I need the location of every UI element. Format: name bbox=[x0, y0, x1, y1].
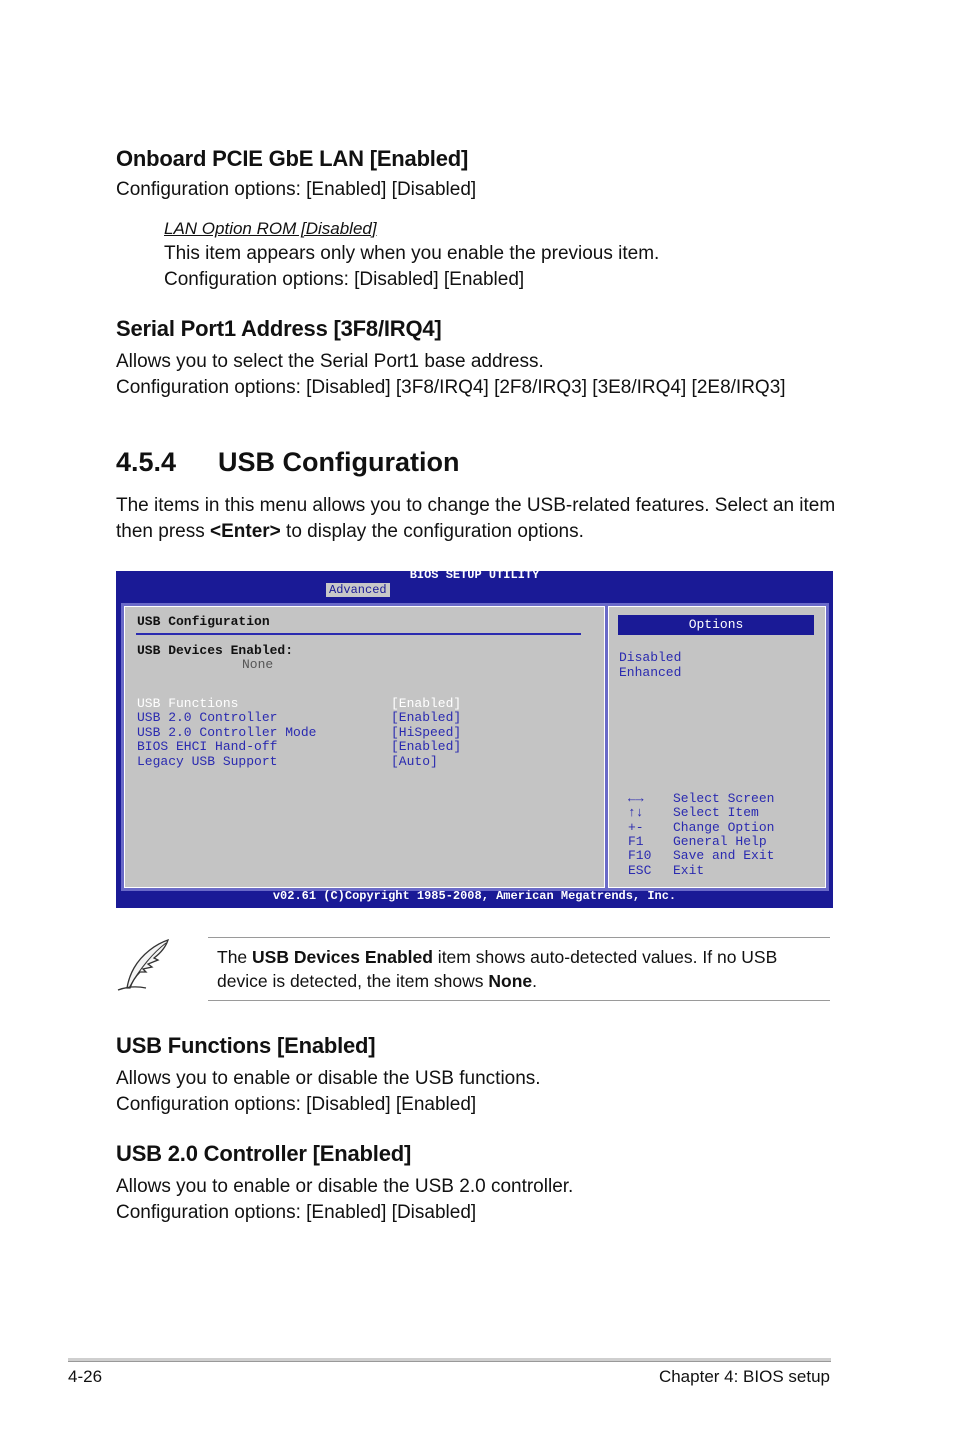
bios-value-legacy-usb[interactable]: [Auto] bbox=[391, 754, 438, 769]
note-text-2: item shows auto-detected values. If no USB device is detected, the item shows bbox=[217, 947, 778, 991]
heading-serial-port: Serial Port1 Address [3F8/IRQ4] bbox=[116, 316, 442, 341]
usb-devices-label: USB Devices Enabled: bbox=[137, 643, 294, 658]
key-desc-general-help: General Help bbox=[673, 834, 767, 849]
up-down-arrow-icon: ↑↓ bbox=[628, 805, 644, 820]
lan-option-rom-desc: This item appears only when you enable the previous item. bbox=[164, 243, 660, 264]
key-esc: ESC bbox=[628, 863, 652, 878]
bios-title: BIOS SETUP UTILITY bbox=[409, 568, 540, 582]
heading-usb-functions: USB Functions [Enabled] bbox=[116, 1033, 376, 1058]
note-text-3: . bbox=[532, 971, 538, 991]
usb20-controller-desc: Allows you to enable or disable the USB 2.0 controller. bbox=[116, 1176, 574, 1197]
page-number: 4-26 bbox=[68, 1367, 103, 1386]
enter-key: <Enter> bbox=[210, 521, 281, 542]
panel-title: USB Configuration bbox=[137, 614, 270, 629]
key-plus-minus: +- bbox=[628, 820, 644, 835]
bios-item-ehci-handoff[interactable]: BIOS EHCI Hand-off bbox=[137, 739, 278, 754]
quill-pen-icon bbox=[116, 938, 172, 999]
bios-item-usb20-controller[interactable]: USB 2.0 Controller bbox=[137, 710, 278, 725]
note-top-rule bbox=[208, 937, 830, 938]
options-header: Options bbox=[618, 615, 814, 635]
bios-item-usb20-mode[interactable]: USB 2.0 Controller Mode bbox=[137, 725, 317, 740]
bios-value-ehci-handoff[interactable]: [Enabled] bbox=[391, 739, 462, 754]
bios-main-panel bbox=[121, 603, 608, 891]
serial-port-desc: Allows you to select the Serial Port1 base address. bbox=[116, 351, 544, 372]
usb-config-intro bbox=[116, 493, 836, 545]
usb-functions-options: Configuration options: [Disabled] [Enabled] bbox=[116, 1094, 477, 1115]
panel-divider bbox=[136, 633, 581, 635]
chapter-label: Chapter 4: BIOS setup bbox=[658, 1367, 830, 1386]
key-f10: F10 bbox=[628, 848, 652, 863]
key-desc-select-screen: Select Screen bbox=[673, 791, 775, 806]
heading-lan-option-rom: LAN Option ROM [Disabled] bbox=[164, 219, 377, 238]
section-number: 4.5.4 bbox=[116, 447, 177, 477]
note-bold-none: None bbox=[488, 971, 533, 991]
bios-value-usb20-controller[interactable]: [Enabled] bbox=[391, 710, 462, 725]
key-desc-select-item: Select Item bbox=[673, 805, 759, 820]
bios-help-panel bbox=[605, 603, 829, 891]
left-right-arrow-icon: ←→ bbox=[628, 791, 644, 806]
bios-screen bbox=[116, 568, 833, 908]
intro-text-end: to display the configuration options. bbox=[280, 521, 584, 542]
onboard-lan-options: Configuration options: [Enabled] [Disabled] bbox=[116, 179, 477, 200]
key-desc-save-exit: Save and Exit bbox=[673, 848, 775, 863]
option-disabled[interactable]: Disabled bbox=[619, 650, 682, 665]
note-bottom-rule bbox=[208, 1000, 830, 1001]
footer-rule bbox=[68, 1358, 831, 1362]
bios-value-usb20-mode[interactable]: [HiSpeed] bbox=[391, 725, 462, 740]
bios-footer: v02.61 (C)Copyright 1985-2008, American Megatrends, Inc. bbox=[272, 889, 677, 903]
key-desc-change-option: Change Option bbox=[673, 820, 775, 835]
key-desc-exit: Exit bbox=[673, 863, 705, 878]
lan-option-rom-options: Configuration options: [Disabled] [Enabled] bbox=[164, 269, 525, 290]
bios-value-usb-functions[interactable]: [Enabled] bbox=[391, 696, 462, 711]
intro-text: The items in this menu allows you to change the USB-related features. Select an item then press bbox=[116, 495, 836, 542]
section-title: USB Configuration bbox=[218, 447, 460, 477]
section-heading-usb-configuration bbox=[116, 447, 459, 478]
usb-devices-value: None bbox=[242, 657, 274, 672]
tab-advanced[interactable]: Advanced bbox=[326, 583, 390, 597]
option-enhanced[interactable]: Enhanced bbox=[619, 665, 682, 680]
note-bold-usb-devices: USB Devices Enabled bbox=[252, 947, 433, 967]
usb20-controller-options: Configuration options: [Enabled] [Disabled] bbox=[116, 1202, 477, 1223]
key-f1: F1 bbox=[628, 834, 644, 849]
bios-item-usb-functions[interactable]: USB Functions bbox=[137, 696, 239, 711]
serial-port-options: Configuration options: [Disabled] [3F8/IRQ4] [2F8/IRQ3] [3E8/IRQ4] [2E8/IRQ3] bbox=[116, 377, 786, 398]
bios-item-legacy-usb[interactable]: Legacy USB Support bbox=[137, 754, 278, 769]
heading-usb20-controller: USB 2.0 Controller [Enabled] bbox=[116, 1141, 412, 1166]
note-text bbox=[217, 945, 829, 993]
heading-onboard-lan: Onboard PCIE GbE LAN [Enabled] bbox=[116, 146, 469, 171]
usb-functions-desc: Allows you to enable or disable the USB functions. bbox=[116, 1068, 541, 1089]
note-text-1: The bbox=[217, 947, 253, 967]
